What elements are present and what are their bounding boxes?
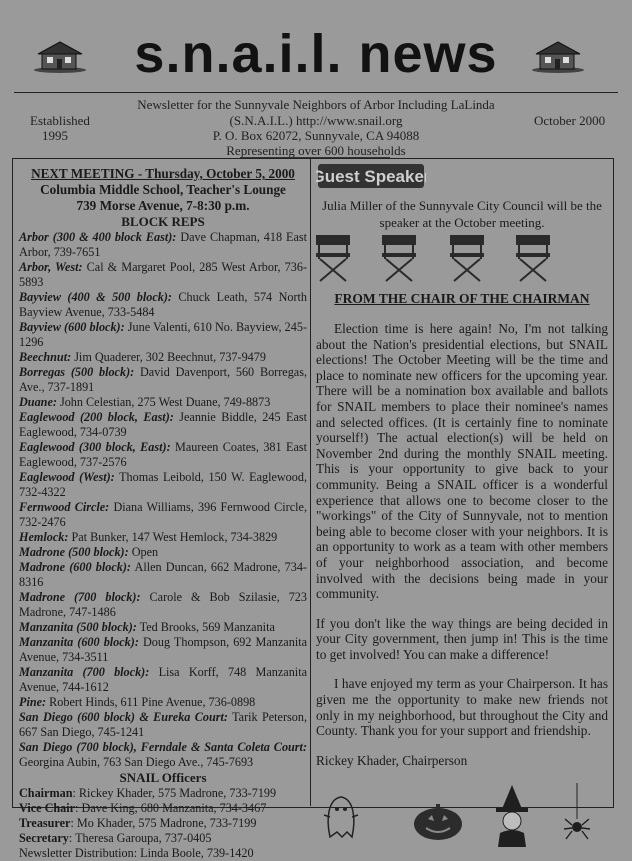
newsletter-title: s.n.a.i.l. news	[134, 24, 498, 84]
block-rep-area: Hemlock:	[19, 530, 69, 544]
officer-entry	[19, 831, 307, 846]
guest-speaker-text: Julia Miller of the Sunnyvale City Council will be the speaker at the October meeting.	[322, 198, 602, 230]
block-rep-contact: June Valenti, 610 No. Bayview, 245-1296	[19, 320, 308, 349]
meeting-address-time: 739 Morse Avenue, 7-8:30 p.m.	[76, 198, 250, 213]
block-rep-area: Manzanita (600 block):	[19, 635, 139, 649]
officer-role: Chairman	[19, 786, 73, 800]
right-column	[316, 160, 608, 853]
officer-detail: : Mo Khader, 575 Madrone, 733-7199	[70, 816, 257, 830]
block-rep-entry	[19, 365, 307, 395]
block-rep-area: Duane:	[19, 395, 57, 409]
block-rep-contact: Open	[131, 545, 159, 559]
spider-icon	[562, 783, 592, 849]
left-column	[19, 166, 307, 861]
officer-entry	[19, 786, 307, 801]
chair-article-paragraph: If you don't like the way things are being decided in your City government, then jump in! This is the time to get involved! You can make a difference!	[316, 615, 608, 662]
block-rep-entry	[19, 635, 307, 665]
block-rep-contact: Carole & Bob Szilasie, 723 Madrone, 747-1486	[19, 590, 307, 619]
block-rep-contact: David Davenport, 560 Borregas, Ave., 737-1891	[19, 365, 307, 394]
director-chair-icon	[450, 235, 484, 281]
established-year: 1995	[42, 128, 68, 143]
block-rep-entry	[19, 530, 307, 545]
halloween-clipart	[316, 783, 608, 853]
block-rep-entry	[19, 350, 307, 365]
block-rep-entry	[19, 440, 307, 470]
block-rep-area: Manzanita (500 block):	[19, 620, 137, 634]
block-rep-area: Borregas (500 block):	[19, 365, 135, 379]
block-rep-area: Beechnut:	[19, 350, 72, 364]
officers-list	[19, 786, 307, 846]
chair-signature: Rickey Khader, Chairperson	[316, 752, 468, 768]
block-rep-contact: Diana Williams, 396 Fernwood Circle, 732-2476	[19, 500, 307, 529]
block-rep-contact: Doug Thompson, 692 Manzanita Avenue, 734-3511	[19, 635, 307, 664]
block-rep-area: Pine:	[19, 695, 47, 709]
block-rep-area: Bayview (400 & 500 block):	[19, 290, 172, 304]
chair-article-paragraph: Election time is here again! No, I'm not talking about the Nation's presidential elections, but SNAIL elections! The October Meeting will be the time and place to nominate new officers for the upcoming year. There will be a nomination box available and ballots for SNAIL members to place their nominee's names and selected offices. (It is certainly fine to nominate yourself!) The actual election(s) will be held on November 2nd during the monthly SNAIL meeting. This is your opportunity to give back to your community. Being a SNAIL officer is a wonderful experience that allows one to become closer to the "workings" of the City of Sunnyvale, not to mention being able to become closer with your neighbors. It is an opportunity to work as a team with other members of your neighborhood association, and become involved with the decisions being made in your community.	[316, 321, 608, 602]
director-chairs	[316, 235, 608, 285]
block-rep-contact: Robert Hinds, 611 Pine Avenue, 736-0898	[49, 695, 256, 709]
block-rep-entry	[19, 260, 307, 290]
block-rep-contact: Jeannie Biddle, 245 East Eaglewood, 734-0739	[19, 410, 307, 439]
chair-article-body	[316, 321, 608, 739]
ghost-icon	[316, 789, 366, 841]
block-reps-heading: BLOCK REPS	[121, 214, 205, 229]
officers-heading: SNAIL Officers	[119, 770, 207, 785]
director-chair-icon	[516, 235, 550, 281]
block-rep-area: Madrone (500 block):	[19, 545, 129, 559]
chair-article-heading: FROM THE CHAIR OF THE CHAIRMAN	[334, 291, 590, 306]
established-label: Established	[30, 113, 90, 128]
director-chair-icon	[382, 235, 416, 281]
block-rep-contact: John Celestian, 275 West Duane, 749-8873	[59, 395, 271, 409]
issue-date: October 2000	[534, 113, 606, 128]
officer-role: Secretary	[19, 831, 69, 845]
block-rep-area: Fernwood Circle:	[19, 500, 110, 514]
block-rep-entry	[19, 560, 307, 590]
newsletter-distribution: Newsletter Distribution: Linda Boole, 739-1420	[19, 846, 254, 860]
officer-entry	[19, 801, 307, 816]
meeting-location: Columbia Middle School, Teacher's Lounge	[40, 182, 286, 197]
guest-speaker-badge-label: Guest Speaker	[316, 167, 426, 186]
masthead-rule	[14, 92, 618, 93]
officer-role: Treasurer	[19, 816, 71, 830]
block-rep-contact: Ted Brooks, 569 Manzanita	[139, 620, 275, 634]
block-rep-entry	[19, 590, 307, 620]
block-rep-entry	[19, 665, 307, 695]
block-rep-entry	[19, 410, 307, 440]
officer-detail: : Rickey Khader, 575 Madrone, 733-7199	[72, 786, 277, 800]
block-rep-contact: Chuck Leath, 574 North Bayview Avenue, 733-5484	[19, 290, 308, 319]
block-rep-contact: Cal & Margaret Pool, 285 West Arbor, 736-5893	[19, 260, 308, 289]
block-rep-entry	[19, 470, 307, 500]
block-rep-area: Madrone (600 block):	[19, 560, 131, 574]
representing-line: Representing over 600 households	[226, 143, 406, 158]
block-rep-entry	[19, 620, 307, 635]
column-divider	[310, 158, 311, 806]
block-rep-entry	[19, 230, 307, 260]
block-rep-contact: Dave Chapman, 418 East Arbor, 739-7651	[19, 230, 308, 259]
org-line: (S.N.A.I.L.) http://www.snail.org	[229, 113, 403, 128]
officer-entry	[19, 816, 307, 831]
block-rep-area: San Diego (700 block), Ferndale & Santa Coleta Court:	[19, 740, 307, 754]
officer-detail: : Dave King, 680 Manzanita, 734-3467	[75, 801, 267, 815]
block-rep-entry	[19, 710, 307, 740]
block-rep-contact: Thomas Leibold, 150 W. Eaglewood, 732-4322	[19, 470, 307, 499]
block-rep-area: Eaglewood (200 block, East):	[19, 410, 174, 424]
block-rep-contact: Tarik Peterson, 667 San Diego, 745-1241	[19, 710, 308, 739]
block-rep-entry	[19, 320, 307, 350]
block-rep-entry	[19, 695, 307, 710]
block-rep-contact: Allen Duncan, 662 Madrone, 734-8316	[19, 560, 307, 589]
block-rep-area: Bayview (600 block):	[19, 320, 125, 334]
block-rep-area: Eaglewood (300 block, East):	[19, 440, 171, 454]
block-rep-area: Eaglewood (West):	[19, 470, 115, 484]
pumpkin-icon	[412, 803, 464, 841]
next-meeting-heading: NEXT MEETING - Thursday, October 5, 2000	[31, 166, 295, 181]
block-rep-area: Arbor, West:	[19, 260, 83, 274]
witch-icon	[492, 783, 532, 849]
block-rep-contact: Georgina Aubin, 763 San Diego Ave., 745-7693	[19, 755, 254, 769]
block-rep-area: San Diego (600 block) & Eureka Court:	[19, 710, 228, 724]
block-rep-entry	[19, 395, 307, 410]
director-chair-icon	[316, 235, 350, 281]
block-rep-contact: Maureen Coates, 381 East Eaglewood, 737-2576	[19, 440, 307, 469]
chair-article-paragraph: I have enjoyed my term as your Chairperson. It has given me the opportunity to make new friends not only in my neighborhood, but throughout the City and County. Thank you for your support and friendship.	[316, 676, 608, 739]
block-rep-entry	[19, 545, 307, 560]
block-rep-area: Madrone (700 block):	[19, 590, 141, 604]
director-chair-icons	[316, 235, 608, 285]
block-rep-contact: Jim Quaderer, 302 Beechnut, 737-9479	[74, 350, 266, 364]
tagline: Newsletter for the Sunnyvale Neighbors of Arbor Including LaLinda	[137, 97, 495, 112]
block-rep-entry	[19, 500, 307, 530]
block-rep-contact: Lisa Korff, 748 Manzanita Avenue, 744-1612	[19, 665, 307, 694]
block-rep-entry	[19, 740, 307, 770]
block-rep-area: Arbor (300 & 400 block East):	[19, 230, 177, 244]
block-rep-area: Manzanita (700 block):	[19, 665, 150, 679]
mailing-address: P. O. Box 62072, Sunnyvale, CA 94088	[212, 128, 420, 143]
block-reps-list	[19, 230, 307, 770]
block-rep-entry	[19, 290, 307, 320]
officer-detail: : Theresa Garoupa, 737-0405	[68, 831, 212, 845]
guest-speaker-badge	[316, 162, 426, 190]
block-rep-contact: Pat Bunker, 147 West Hemlock, 734-3829	[71, 530, 278, 544]
officer-role: Vice Chair	[19, 801, 76, 815]
